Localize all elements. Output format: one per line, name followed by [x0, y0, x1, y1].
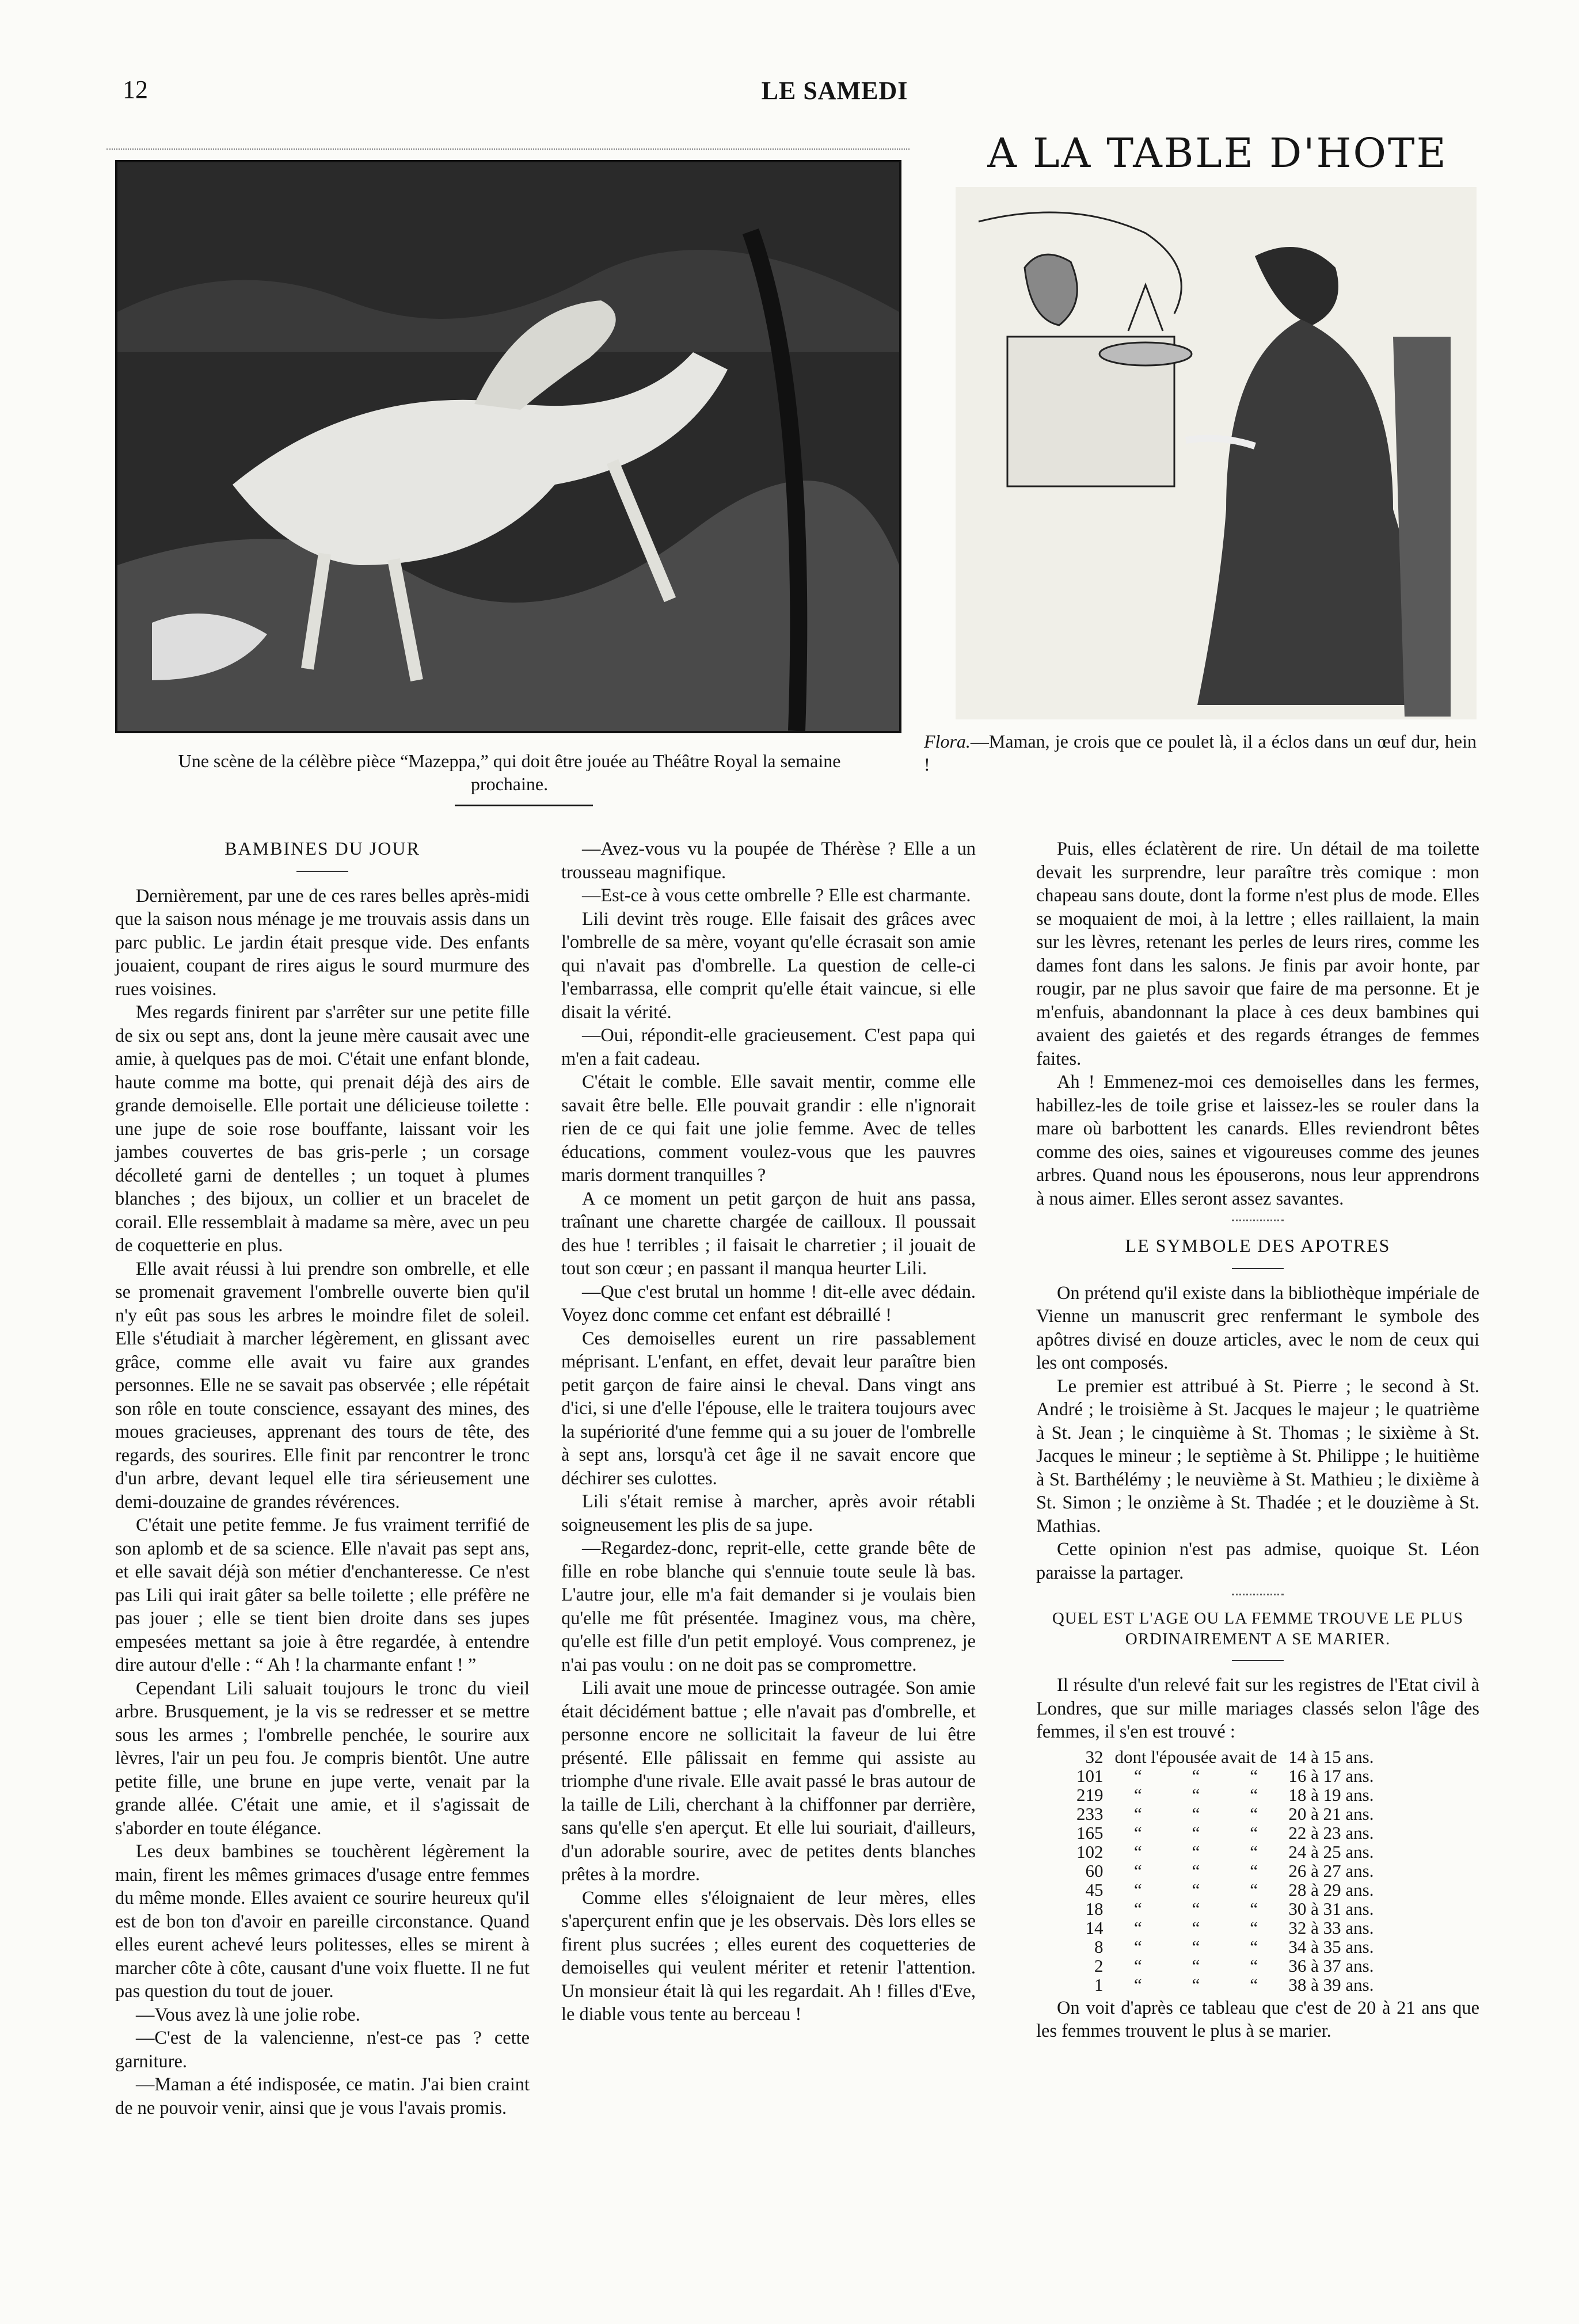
flora-caption	[924, 730, 1477, 776]
ditto-mark: “	[1133, 1860, 1142, 1881]
header-divider	[106, 148, 910, 150]
count-cell: 14	[1085, 1917, 1104, 1938]
paragraph: Le premier est attribué à St. Pierre ; le second à St. André ; le troisième à St. Jacques le majeur ; le quatrième à St. Jean ; le cinquième à St. Thomas ; le sixième à St. Jacques le mineur ; le septième à St. Philippe ; le huitième à St. Barthélémy ; le neuvième à St. Mathieu ; le dixième à St. Simon ; le onzième à St. Thadée ; et le douzième à St. Mathias.	[1036, 1376, 1479, 1537]
range-cell: 36 à 37 ans.	[1288, 1955, 1374, 1976]
paragraph: C'était le comble. Elle savait mentir, comme elle savait être belle. Elle pouvait grandir : elle n'ignorait rien de ce qui fait une jolie femme. Avec de telles éducations, comment voulez-vous que les pauvres maris dorment tranquilles ?	[561, 1072, 976, 1186]
paragraph: —Vous avez là une jolie robe.	[136, 2004, 360, 2025]
ditto-mark: “	[1133, 1784, 1142, 1805]
table-row	[1071, 1899, 1380, 1918]
ditto-mark: “	[1192, 1974, 1200, 1995]
ditto-mark: “	[1250, 1917, 1258, 1938]
section-divider	[1232, 1594, 1284, 1595]
ditto-mark: “	[1133, 1955, 1142, 1976]
count-cell: 1	[1094, 1974, 1104, 1995]
paragraph: Les deux bambines se touchèrent légèrement la main, firent les mêmes grimaces d'usage entre femmes du même monde. Elles avaient ce sourire heureux qu'il est de bon ton d'avoir en pareille circonstance. Quand elles eurent achevé leurs politesses, elles se mirent à marcher côte à côte, causant d'une voix fluette. Il ne fut pas question du tout de jouer.	[115, 1841, 530, 2002]
ditto-mark: “	[1250, 1974, 1258, 1995]
paragraph: Lili s'était remise à marcher, après avoir rétabli soigneusement les plis de sa jupe.	[561, 1491, 976, 1536]
count-cell: 18	[1085, 1898, 1104, 1919]
paragraph: On prétend qu'il existe dans la bibliothèque impériale de Vienne un manuscrit grec renfermant le symbole des apôtres divisé en douze articles, avec le nom de ceux qui les ont composés.	[1036, 1282, 1479, 1373]
range-cell: 30 à 31 ans.	[1288, 1898, 1374, 1919]
paragraph: Lili devint très rouge. Elle faisait des grâces avec l'ombrelle de sa mère, voyant qu'elle écrasait son amie qui n'avait pas d'ombrelle. La question de celle-ci l'embarrassa, elle comprit qu'elle était vaincue, si elle disait la vérité.	[561, 908, 976, 1023]
paragraph: C'était une petite femme. Je fus vraiment terrifié de son aplomb et de sa science. Elle n'avait pas sept ans, et elle savait déjà son métier d'enchanteresse. Ce n'est pas Lili qui irait gâter sa belle toilette ; elle préfère ne pas jouer ; elle se tient bien droite dans ses jupes empesées mettant sa joie à être regardée, à entendre dire autour d'elle : “ Ah ! la charmante enfant ! ”	[115, 1515, 530, 1675]
count-cell: 101	[1076, 1765, 1104, 1786]
table-row	[1071, 1956, 1380, 1975]
paragraph: —Est-ce à vous cette ombrelle ? Elle est charmante.	[582, 885, 971, 906]
ditto-mark: “	[1250, 1765, 1258, 1786]
range-cell: 22 à 23 ans.	[1288, 1822, 1374, 1843]
ditto-mark: “	[1192, 1879, 1200, 1900]
paragraph: Ces demoiselles eurent un rire passablement méprisant. L'enfant, en effet, devait leur paraître bien petit garçon de faire ainsi le cheval. Dans vingt ans d'ici, si une d'elle l'épouse, elle le traitera toujours avec la supériorité d'une femme qui a su jouer de l'ombrelle à sept ans, lorsqu'à cet âge il ne savait encore que déchirer ses culottes.	[561, 1328, 976, 1489]
paragraph: Ah ! Emmenez-moi ces demoiselles dans les fermes, habillez-les de toile grise et laissez-les se rouler dans la mare où barbottent les canards. Elles reviendront bêtes comme des oies, saines et vigoureuses comme des jeunes arbres. Quand nous les épouserons, nous leur apprendrons à nous aimer. Elles seront assez savantes.	[1036, 1072, 1479, 1209]
age-table-body	[1071, 1747, 1380, 1994]
table-row	[1071, 1842, 1380, 1861]
column-2	[561, 837, 976, 2026]
title-rule	[1232, 1268, 1284, 1269]
paragraph: Il résulte d'un relevé fait sur les registres de l'Etat civil à Londres, que sur mille mariages classés selon l'âge des femmes, il s'en est trouvé :	[1036, 1675, 1479, 1742]
ditto-mark: “	[1250, 1822, 1258, 1843]
ditto-mark: “	[1133, 1822, 1142, 1843]
paragraph: Lili avait une moue de princesse outragée. Son amie était décidément battue ; elle n'avait pas d'ombrelle, et personne encore ne sollicitait la faveur de lui être présenté. Elle pâlissait en femme qui assiste au triomphe d'une rivale. Elle avait passé le bras autour de la taille de Lili, cherchant à la chiffonner par derrière, sans qu'elle s'en aperçut. Et elle lui souriait, d'ailleurs, d'un adorable sourire, avec de petites dents blanches prêtes à la mordre.	[561, 1678, 976, 1885]
ditto-mark: “	[1133, 1803, 1142, 1824]
paragraph: On voit d'après ce tableau que c'est de 20 à 21 ans que les femmes trouvent le plus à se marier.	[1036, 1997, 1479, 2041]
table-row	[1071, 1880, 1380, 1899]
ditto-mark: “	[1250, 1860, 1258, 1881]
ditto-mark: “	[1192, 1784, 1200, 1805]
range-cell: 24 à 25 ans.	[1288, 1841, 1374, 1862]
page-number: 12	[123, 75, 148, 104]
count-cell: 60	[1085, 1860, 1104, 1881]
paragraph: —C'est de la valencienne, n'est-ce pas ? cette garniture.	[115, 2028, 530, 2072]
caption-dialogue: —Maman, je crois que ce poulet là, il a éclos dans un œuf dur, hein !	[924, 731, 1477, 775]
range-cell: 16 à 17 ans.	[1288, 1765, 1374, 1786]
ditto-mark: “	[1133, 1936, 1142, 1957]
paragraph: Cette opinion n'est pas admise, quoique St. Léon paraisse la partager.	[1036, 1539, 1479, 1583]
ditto-mark: “	[1250, 1841, 1258, 1862]
ditto-mark: “	[1192, 1860, 1200, 1881]
ditto-mark: “	[1192, 1803, 1200, 1824]
text-cell: dont l'épousée avait de	[1114, 1746, 1277, 1767]
paragraph: —Que c'est brutal un homme ! dit-elle avec dédain. Voyez donc comme cet enfant est débraillé !	[561, 1281, 976, 1325]
paragraph: —Regardez-donc, reprit-elle, cette grande bête de fille en robe blanche qui s'ennuie toute seule là bas. L'autre jour, elle m'a fait demander si je voulais bien qu'elle me fût présentée. Imaginez vous, ma chère, qu'elle est fille d'un petit employé. Vous comprenez, je n'ai pas voulu : on ne doit pas se compromettre.	[561, 1538, 976, 1675]
article-title-age: QUEL EST L'AGE OU LA FEMME TROUVE LE PLUS ORDINAIREMENT A SE MARIER.	[1052, 1609, 1464, 1648]
marriage-age-table	[1071, 1747, 1380, 1994]
table-row	[1071, 1747, 1380, 1766]
range-cell: 28 à 29 ans.	[1288, 1879, 1374, 1900]
mazeppa-engraving	[115, 160, 901, 733]
ditto-mark: “	[1192, 1955, 1200, 1976]
ditto-mark: “	[1192, 1917, 1200, 1938]
column-3	[1036, 837, 1479, 2043]
range-cell: 20 à 21 ans.	[1288, 1803, 1374, 1824]
article-title-bambines: BAMBINES DU JOUR	[225, 838, 420, 859]
count-cell: 8	[1094, 1936, 1104, 1957]
count-cell: 233	[1076, 1803, 1104, 1824]
table-row	[1071, 1861, 1380, 1880]
caption-speaker: Flora.	[924, 731, 971, 752]
ditto-mark: “	[1133, 1765, 1142, 1786]
title-rule	[1232, 1660, 1284, 1661]
table-row	[1071, 1766, 1380, 1785]
article-title-symbole: LE SYMBOLE DES APOTRES	[1125, 1235, 1391, 1256]
count-cell: 219	[1076, 1784, 1104, 1805]
paragraph: —Avez-vous vu la poupée de Thérèse ? Elle a un trousseau magnifique.	[561, 839, 976, 883]
section-divider	[1232, 1220, 1284, 1221]
caption-divider	[455, 805, 593, 806]
range-cell: 32 à 33 ans.	[1288, 1917, 1374, 1938]
count-cell: 102	[1076, 1841, 1104, 1862]
ditto-mark: “	[1192, 1841, 1200, 1862]
range-cell: 14 à 15 ans.	[1288, 1746, 1374, 1767]
masthead: LE SAMEDI	[761, 77, 908, 105]
paragraph: —Maman a été indisposée, ce matin. J'ai bien craint de ne pouvoir venir, ainsi que je vous l'avais promis.	[115, 2074, 530, 2119]
count-cell: 45	[1085, 1879, 1104, 1900]
range-cell: 26 à 27 ans.	[1288, 1860, 1374, 1881]
ditto-mark: “	[1192, 1898, 1200, 1919]
count-cell: 2	[1094, 1955, 1104, 1976]
table-row	[1071, 1804, 1380, 1823]
paragraph: Dernièrement, par une de ces rares belles après-midi que la saison nous ménage je me trouvais assis dans un parc public. Le jardin était presque vide. Des enfants jouaient, coupant de rires aigus le sourd murmure des rues voisines.	[115, 885, 530, 1000]
title-rule	[296, 871, 348, 872]
paragraph: Mes regards finirent par s'arrêter sur une petite fille de six ou sept ans, dont la jeune mère causait avec une amie, à quelques pas de moi. C'était une enfant blonde, haute comme ma botte, qui prenait déjà des airs de grande demoiselle. Elle portait une délicieuse toilette : une jupe de soie rose bouffante, laissant voir les jambes couvertes de bas gris-perle ; un corsage décolleté garni de dentelles ; un toquet à plumes blanches ; des bijoux, un collier et un bracelet de corail. Elle ressemblait à madame sa mère, avec un peu de coquetterie en plus.	[115, 1002, 530, 1256]
ditto-mark: “	[1250, 1955, 1258, 1976]
paragraph: Cependant Lili saluait toujours le tronc du vieil arbre. Brusquement, je la vis se redresser et se mettre sous les armes ; l'ombrelle penchée, le sourire aux lèvres, l'air un peu fou. Je compris bientôt. Une autre petite fille, une brune en jupe verte, venait par la grande allée. C'était une amie, et il s'agissait de s'aborder en toute élégance.	[115, 1678, 530, 1839]
mazeppa-caption: Une scène de la célèbre pièce “Mazeppa,” qui doit être jouée au Théâtre Royal la semaine prochaine.	[178, 750, 841, 794]
table-row	[1071, 1823, 1380, 1842]
paragraph: Comme elles s'éloignaient de leur mères, elles s'aperçurent enfin que je les observais. Dès lors elles se firent plus sucrées ; elles eurent des coquetteries de demoiselles qui veulent mériter et retenir l'attention. Un monsieur était là qui les regardait. Ah ! filles d'Eve, le diable vous tente au berceau !	[561, 1887, 976, 2025]
table-row	[1071, 1975, 1380, 1994]
ditto-mark: “	[1133, 1974, 1142, 1995]
range-cell: 38 à 39 ans.	[1288, 1974, 1374, 1995]
count-cell: 165	[1076, 1822, 1104, 1843]
table-row	[1071, 1918, 1380, 1937]
ditto-mark: “	[1250, 1936, 1258, 1957]
ditto-mark: “	[1250, 1898, 1258, 1919]
ditto-mark: “	[1250, 1879, 1258, 1900]
table-dhote-engraving	[956, 187, 1477, 719]
ditto-mark: “	[1133, 1917, 1142, 1938]
ditto-mark: “	[1133, 1841, 1142, 1862]
ditto-mark: “	[1192, 1936, 1200, 1957]
count-cell: 32	[1085, 1746, 1104, 1767]
paragraph: —Oui, répondit-elle gracieusement. C'est papa qui m'en a fait cadeau.	[561, 1025, 976, 1069]
ditto-mark: “	[1133, 1898, 1142, 1919]
ditto-mark: “	[1192, 1822, 1200, 1843]
ditto-mark: “	[1192, 1765, 1200, 1786]
ditto-mark: “	[1250, 1784, 1258, 1805]
paragraph: Puis, elles éclatèrent de rire. Un détail de ma toilette devait les surprendre, leur paraître très comique : mon chapeau sans doute, dont la forme n'est plus de mode. Elles se moquaient de moi, à la lettre ; elles raillaient, la main sur les lèvres, retenant les perles de leurs rires, comme les dames font dans les salons. Je finis par avoir honte, par rougir, par ne plus savoir que faire de ma personne. Et je m'enfuis, abandonnant la place à ces deux bambines qui avaient des gaietés et des regards étranges de femmes faites.	[1036, 839, 1479, 1069]
table-row	[1071, 1937, 1380, 1956]
column-1	[115, 831, 530, 2120]
engraving-title: A LA TABLE D'HOTE	[987, 129, 1448, 177]
paragraph: Elle avait réussi à lui prendre son ombrelle, et elle se promenait gravement l'ombrelle ouverte bien qu'il n'y eût pas sous les arbres le moindre filet de soleil. Elle s'étudiait à marcher légèrement, en glissant avec grâce, comme elle avait vu faire aux grandes personnes. Elle ne se savait pas observée ; elle répétait son rôle en toute conscience, essayant des mines, des moues gracieuses, apprenant des tours de tête, des regards, des sourires. Elle finit par rencontrer le tronc d'un arbre, devant lequel elle tira sérieusement une demi-douzaine de grandes révérences.	[115, 1258, 530, 1512]
paragraph: A ce moment un petit garçon de huit ans passa, traînant une charette chargée de cailloux. Il poussait des hue ! terribles ; il faisait le charretier ; il jouait de tout son cœur ; en passant il manqua heurter Lili.	[561, 1188, 976, 1279]
ditto-mark: “	[1250, 1803, 1258, 1824]
ditto-mark: “	[1133, 1879, 1142, 1900]
table-row	[1071, 1785, 1380, 1804]
range-cell: 18 à 19 ans.	[1288, 1784, 1374, 1805]
range-cell: 34 à 35 ans.	[1288, 1936, 1374, 1957]
